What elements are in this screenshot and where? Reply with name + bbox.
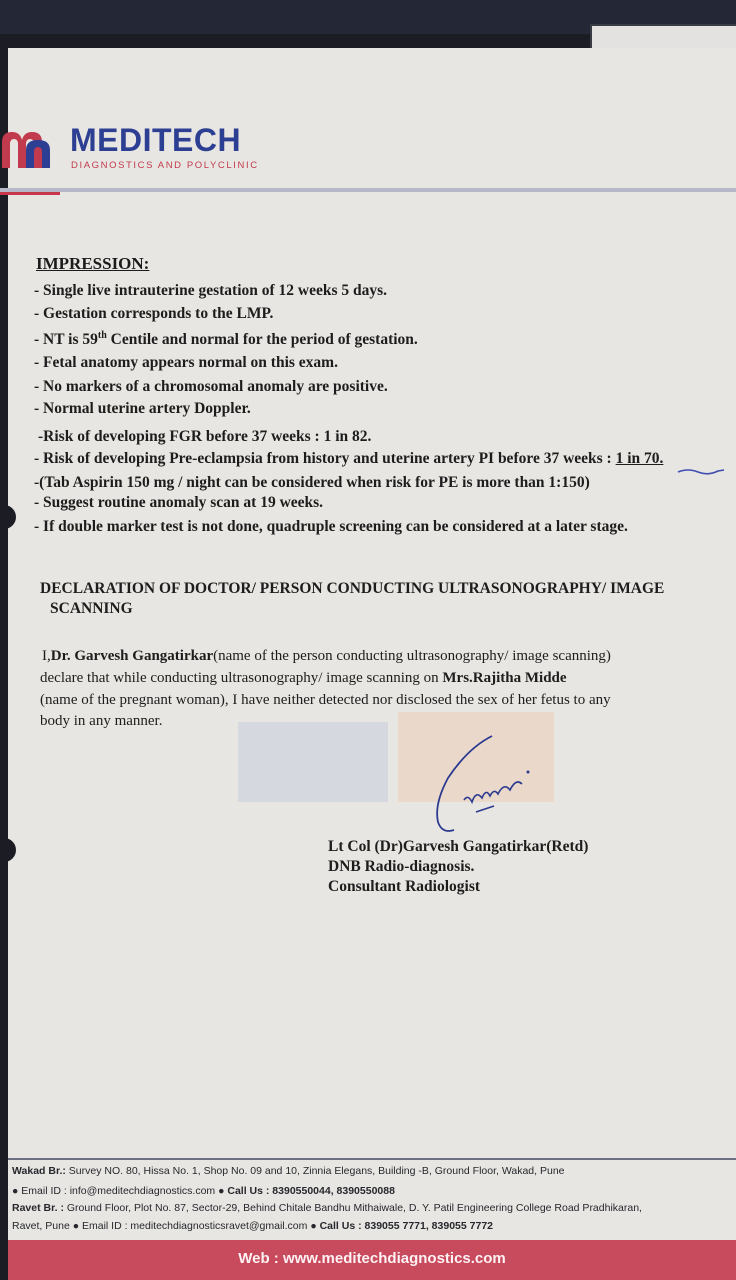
impression-line: - Fetal anatomy appears normal on this exam. [34, 354, 338, 371]
footer-divider [8, 1158, 736, 1160]
doctor-name: Lt Col (Dr)Garvesh Gangatirkar(Retd) [328, 838, 589, 855]
doctor-name-inline: Dr. Garvesh Gangatirkar [50, 648, 214, 664]
ravet-email: Email ID : meditechdiagnosticsravet@gmail.com [81, 1220, 308, 1232]
footer-ravet-address [12, 1202, 642, 1214]
impression-line: - If double marker test is not done, quadruple screening can be considered at a later stage. [34, 518, 628, 535]
wakad-address: Survey NO. 80, Hissa No. 1, Shop No. 09 and 10, Zinnia Elegans, Building -B, Ground Floor, Wakad, Pune [65, 1165, 565, 1177]
declaration-text: (name of the person conducting ultrasonography/ image scanning) [213, 648, 611, 664]
doctor-signature [428, 730, 558, 840]
declaration-line [42, 648, 611, 665]
declaration-heading: DECLARATION OF DOCTOR/ PERSON CONDUCTING ULTRASONOGRAPHY/ IMAGE [40, 580, 665, 597]
declaration-text: declare that while conducting ultrasonography/ image scanning on [40, 670, 443, 686]
impression-line: -(Tab Aspirin 150 mg / night can be considered when risk for PE is more than 1:150) [34, 474, 590, 491]
footer-web-bar [8, 1240, 736, 1280]
impression-line: -Risk of developing FGR before 37 weeks : 1 in 82. [38, 428, 372, 445]
declaration-text: I, [42, 648, 51, 664]
bullet-icon: ● [215, 1185, 228, 1197]
brand-tagline: DIAGNOSTICS AND POLYCLINIC [71, 160, 259, 171]
website-link[interactable]: Web : www.meditechdiagnostics.com [238, 1250, 506, 1267]
ravet-address: Ground Floor, Plot No. 87, Sector-29, Behind Chitale Bandhu Mithaiwale, D. Y. Patil Engineering College Road Pradhikaran, [63, 1202, 642, 1214]
bullet-icon: ● [69, 1220, 82, 1232]
nt-centile-rest: Centile and normal for the period of gestation. [106, 331, 418, 349]
footer-wakad-address [12, 1165, 565, 1177]
handwritten-underline-mark [676, 466, 726, 476]
impression-line: - Single live intrauterine gestation of 12 weeks 5 days. [34, 282, 388, 299]
ravet-address-cont: Ravet, Pune [12, 1220, 70, 1232]
doctor-degree: DNB Radio-diagnosis. [328, 858, 475, 875]
impression-line: - No markers of a chromosomal anomaly are positive. [34, 378, 388, 395]
nt-centile-suffix: th [97, 330, 107, 341]
ravet-branch-label: Ravet Br. : [12, 1202, 64, 1214]
footer-wakad-contact [12, 1185, 395, 1197]
impression-line: - Normal uterine artery Doppler. [34, 400, 251, 417]
impression-heading: IMPRESSION: [36, 254, 150, 273]
impression-line: - Gestation corresponds to the LMP. [34, 305, 274, 322]
header-divider [0, 188, 736, 192]
declaration-heading-cont: SCANNING [50, 600, 133, 617]
declaration-line: body in any manner. [40, 713, 163, 729]
pe-risk-value: 1 in 70. [615, 450, 664, 467]
impression-line [34, 450, 663, 468]
bullet-icon: ● [307, 1220, 320, 1232]
header-divider-accent [0, 192, 60, 195]
brand-name: MEDITECH [70, 122, 242, 158]
declaration-line: (name of the pregnant woman), I have neither detected nor disclosed the sex of her fetus to any [40, 692, 611, 708]
patient-name: Mrs.Rajitha Midde [442, 670, 567, 686]
wakad-branch-label: Wakad Br.: [12, 1165, 66, 1177]
footer-ravet-contact [12, 1220, 493, 1232]
meditech-logo-icon [0, 128, 64, 170]
doctor-role: Consultant Radiologist [328, 878, 481, 895]
impression-line [34, 330, 418, 349]
ravet-phone: 839055 7771, 839055 7772 [364, 1220, 493, 1232]
bullet-icon: ● [12, 1185, 22, 1197]
ravet-call-label: Call Us : [319, 1220, 365, 1232]
wakad-email: Email ID : info@meditechdiagnostics.com [21, 1185, 216, 1197]
impression-line: - Suggest routine anomaly scan at 19 weeks. [34, 494, 324, 511]
pe-risk-text: - Risk of developing Pre-eclampsia from history and uterine artery PI before 37 weeks : [34, 450, 616, 467]
declaration-line [40, 670, 567, 687]
wakad-phone: 8390550044, 8390550088 [272, 1185, 395, 1197]
nt-centile-text: - NT is 59 [34, 331, 98, 349]
wakad-call-label: Call Us : [227, 1185, 273, 1197]
